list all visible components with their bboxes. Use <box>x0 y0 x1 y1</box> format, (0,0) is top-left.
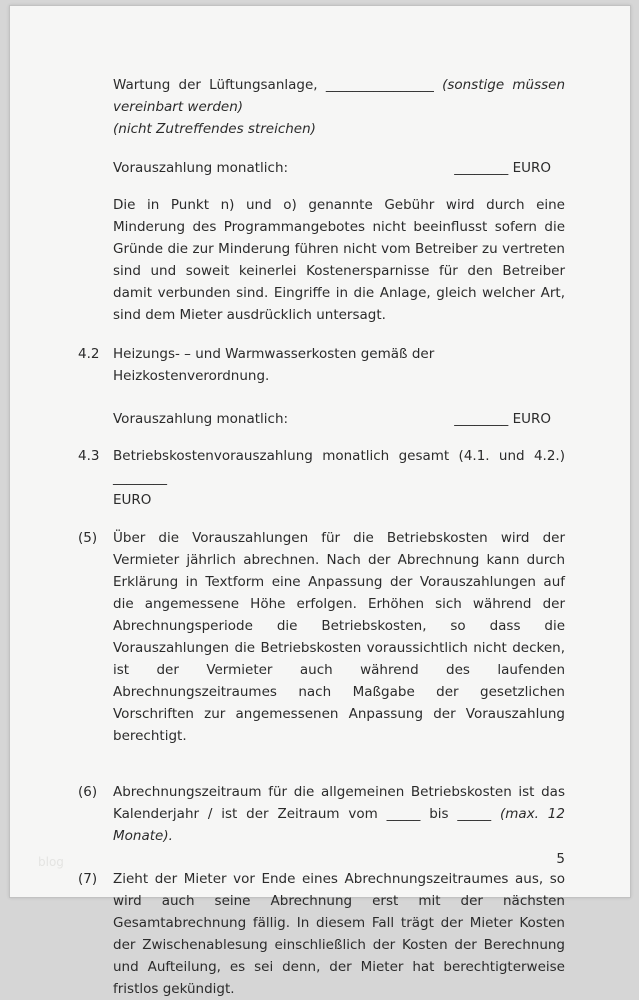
prepayment-label: Vorauszahlung monatlich: <box>113 411 289 427</box>
fill-in-blank: ________________ <box>325 77 434 93</box>
currency-label: EURO <box>512 160 551 176</box>
section-text <box>113 445 565 489</box>
section-number: 4.2 <box>78 346 100 362</box>
fill-in-blank: ________ <box>454 160 509 176</box>
section-text-note: (max. 12 Monate). <box>113 806 565 844</box>
section-7 <box>78 868 565 1000</box>
section-text-wrap <box>113 445 565 511</box>
prepayment-amount <box>454 408 565 430</box>
prepayment-label: Vorauszahlung monatlich: <box>113 160 289 176</box>
section-number: 4.3 <box>78 448 100 464</box>
section-4-2 <box>78 343 565 387</box>
section-6 <box>78 781 565 847</box>
maintenance-clause <box>113 74 565 140</box>
page-number: 5 <box>556 851 565 867</box>
watermark-text: blog <box>38 855 64 869</box>
section-number: (6) <box>78 784 98 800</box>
fill-in-blank: ________ <box>454 411 509 427</box>
section-5 <box>78 527 565 747</box>
section-text: Heizungs- – und Warmwasserkosten gemäß der Heizkostenverordnung. <box>113 346 435 384</box>
section-text <box>113 781 565 847</box>
prepayment-line-2 <box>113 408 565 430</box>
fill-in-blank: ________ <box>113 470 167 486</box>
prepayment-amount <box>454 157 565 179</box>
section-text: Über die Vorauszahlungen für die Betriebskosten wird der Vermieter jährlich abrechnen. Nach der Abrechnung kann durch Erklärung in Textform eine Anpassung der Vorauszahlungen auf die angemessene Höhe erfolgen. Erhöhen sich während der Abrechnungsperiode die Betriebskosten, so dass die Vorauszahlungen die Betriebskosten voraussichtlich nicht decken, ist der Vermieter auch während des laufenden Abrechnungszeitraumes nach Maßgabe der gesetzlichen Vorschriften zur angemessenen Anpassung der Vorauszahlung berechtigt. <box>113 530 565 744</box>
section-number: (7) <box>78 871 98 887</box>
maintenance-clause-line <box>113 74 565 118</box>
document-page <box>9 5 631 997</box>
section-4-3 <box>78 445 565 511</box>
section-text-main: Abrechnungszeitraum für die allgemeinen Betriebskosten ist das Kalenderjahr / ist der Zeitraum vom _____ bis _____ <box>113 784 565 822</box>
section-number: (5) <box>78 530 98 546</box>
strike-note: (nicht Zutreffendes streichen) <box>113 121 316 137</box>
maintenance-clause-note-inline: (sonstige müssen vereinbart werden) <box>113 77 566 115</box>
fee-paragraph: Die in Punkt n) und o) genannte Gebühr wird durch eine Minderung des Programmangebotes nicht beeinflusst sofern die Gründe die zur Minderung führen nicht vom Betreiber zu vertreten sind und soweit keinerlei Kostenersparnisse für den Betreiber damit verbunden sind. Eingriffe in die Anlage, gleich welcher Art, sind dem Mieter ausdrücklich untersagt. <box>113 197 565 323</box>
maintenance-clause-text: Wartung der Lüftungsanlage, <box>113 77 318 93</box>
currency-label: EURO <box>512 411 551 427</box>
section-text: Zieht der Mieter vor Ende eines Abrechnungszeitraumes aus, so wird auch seine Abrechnung erst mit der nächsten Gesamtabrechnung fällig. In diesem Fall trägt der Mieter Kosten der Zwischenablesung einschließlich der Kosten der Berechnung und Aufteilung, es sei denn, der Mieter hat berechtigterweise fristlos gekündigt. <box>113 871 565 997</box>
currency-label: EURO <box>113 492 152 508</box>
section-text-main: Betriebskostenvorauszahlung monatlich gesamt (4.1. und 4.2.) <box>113 448 565 464</box>
document-content <box>10 6 630 1000</box>
prepayment-line-1 <box>113 157 565 179</box>
